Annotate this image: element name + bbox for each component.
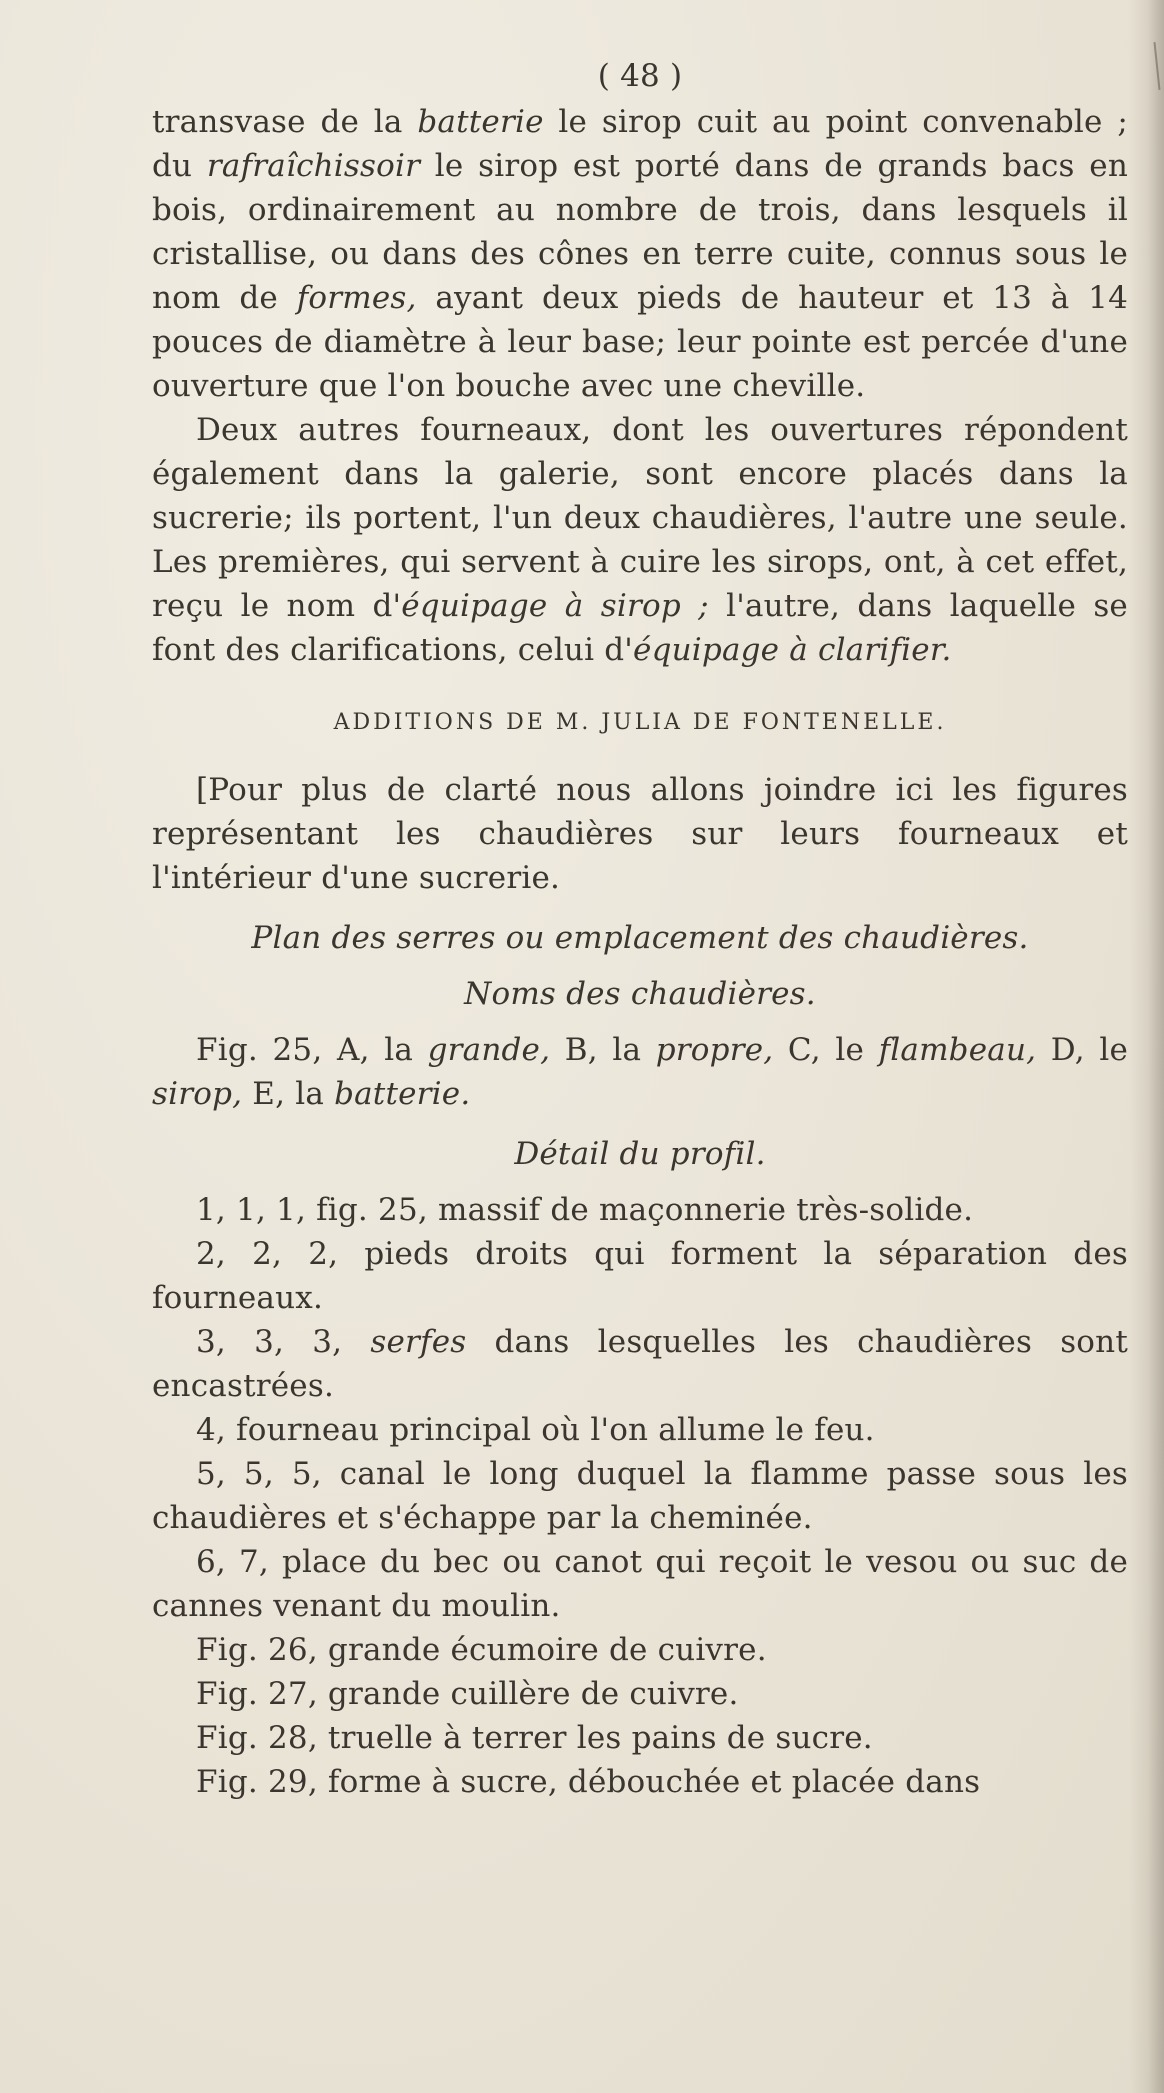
detail-item-2: 2, 2, 2, pieds droits qui forment la séparation des fourneaux. — [152, 1236, 1128, 1316]
p1-italic-formes: formes, — [296, 280, 417, 316]
p1-text-b: le sirop cuit au point convenable ; du — [152, 104, 1128, 184]
fig25-grande: grande, — [427, 1032, 551, 1068]
paragraph-3: [Pour plus de clarté nous allons joindre ici les figures représentant les chaudières sur leurs fourneaux et l'intérieur d'une sucrerie. — [152, 772, 1128, 896]
p1-text-c: le sirop est porté dans de grands bacs en bois, ordinairement au nombre de trois, dans lesquels il cristallise, ou dans des cônes en terre cuite, connus sous le nom de — [152, 148, 1129, 316]
plan-heading: Plan des serres ou emplacement des chaudières. — [251, 920, 1029, 956]
fig25-caption — [152, 1028, 1128, 1116]
detail-item-fig26: Fig. 26, grande écumoire de cuivre. — [196, 1632, 767, 1668]
fig25-a: Fig. 25, A, la — [196, 1032, 428, 1068]
detail-item-fig27: Fig. 27, grande cuillère de cuivre. — [196, 1676, 739, 1712]
p1-text-d: ayant deux pieds de hauteur et 13 à 14 pouces de diamètre à leur base; leur pointe est percée d'une ouverture que l'on bouche avec une cheville. — [152, 280, 1129, 404]
paragraph-2 — [152, 408, 1128, 672]
fig25-sirop: sirop, — [152, 1076, 243, 1112]
additions-heading: ADDITIONS DE M. JULIA DE FONTENELLE. — [333, 710, 947, 735]
detail-item-fig29: Fig. 29, forme à sucre, débouchée et placée dans — [196, 1764, 981, 1800]
p2-italic-equipage-sirop: équipage à sirop ; — [401, 588, 709, 624]
fig25-b: B, la — [550, 1032, 656, 1068]
item3-b: dans lesquelles les chaudières sont encastrées. — [152, 1324, 1128, 1404]
names-heading: Noms des chaudières. — [464, 976, 816, 1012]
fig25-flambeau: flambeau, — [878, 1032, 1037, 1068]
fig25-e: E, la — [242, 1076, 335, 1112]
detail-item-3 — [152, 1320, 1128, 1408]
fig25-propre: propre, — [655, 1032, 774, 1068]
item3-serfes: serfes — [370, 1324, 467, 1360]
detail-item-fig28: Fig. 28, truelle à terrer les pains de sucre. — [196, 1720, 873, 1756]
page-edge-shadow — [1148, 0, 1164, 2093]
p1-italic-batterie: batterie — [417, 104, 544, 140]
paragraph-1 — [152, 100, 1128, 408]
p2-text-b: l'autre, dans laquelle se font des clarifications, celui d' — [152, 588, 1128, 668]
p1-italic-rafraichissoir: rafraîchissoir — [206, 148, 421, 184]
detail-item-5: 5, 5, 5, canal le long duquel la flamme passe sous les chaudières et s'échappe par la cheminée. — [152, 1456, 1128, 1536]
p2-text-a: Deux autres fourneaux, dont les ouvertures répondent également dans la galerie, sont encore placés dans la sucrerie; ils portent, l'un deux chaudières, l'autre une seule. Les premières, qui servent à cuire les sirops, ont, à cet effet, reçu le nom d' — [152, 412, 1128, 624]
p1-text-a: transvase de la — [152, 104, 418, 140]
detail-item-6: 6, 7, place du bec ou canot qui reçoit le vesou ou suc de cannes venant du moulin. — [152, 1544, 1128, 1624]
detail-heading: Détail du profil. — [514, 1136, 766, 1172]
p2-italic-equipage-clarifier: équipage à clarifier. — [633, 632, 952, 668]
item3-a: 3, 3, 3, — [196, 1324, 371, 1360]
fig25-batterie: batterie. — [334, 1076, 471, 1112]
detail-item-4: 4, fourneau principal où l'on allume le feu. — [196, 1412, 875, 1448]
detail-item-1: 1, 1, 1, fig. 25, massif de maçonnerie très-solide. — [196, 1192, 974, 1228]
fig25-c: C, le — [773, 1032, 879, 1068]
fig25-d: D, le — [1036, 1032, 1128, 1068]
page-number: ( 48 ) — [597, 58, 683, 94]
page-text — [152, 58, 1128, 1804]
